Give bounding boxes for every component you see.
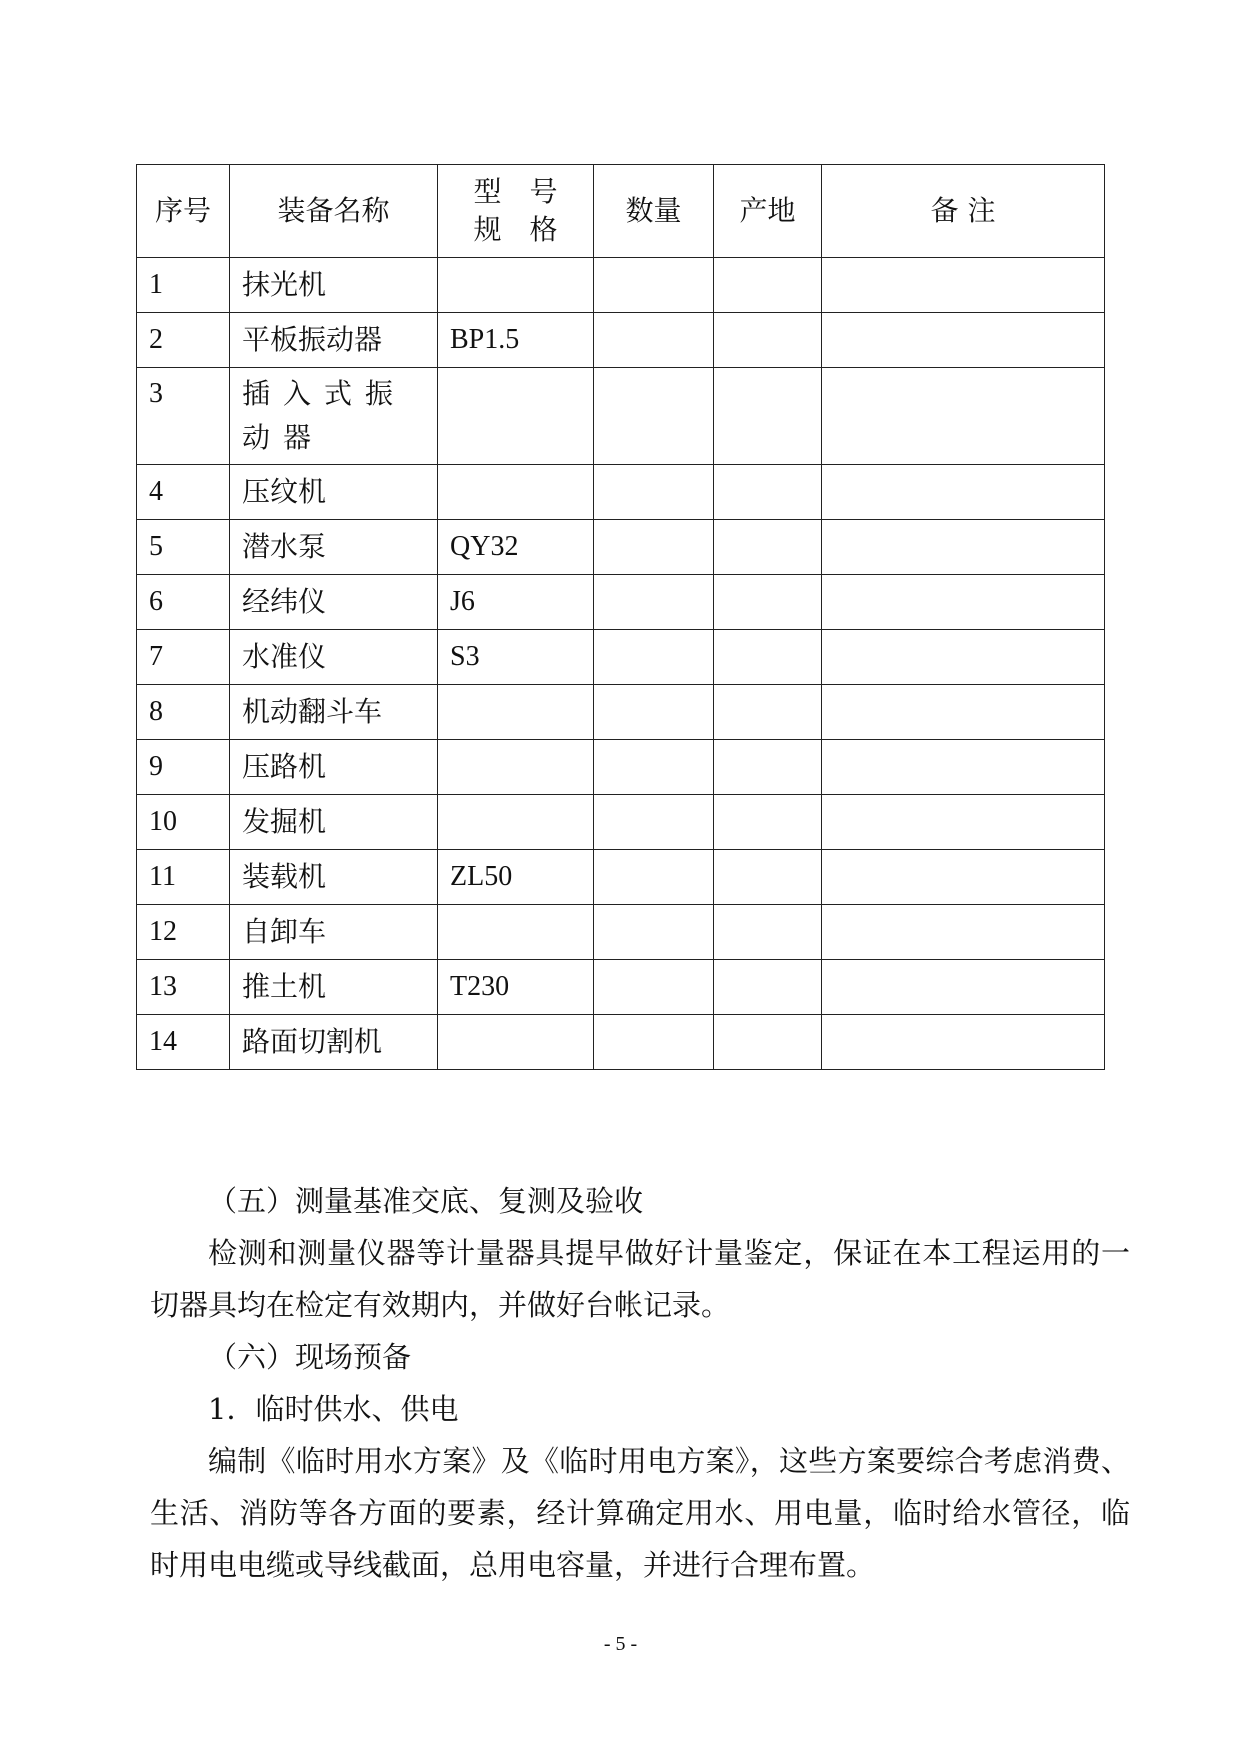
table-row [137,520,1105,575]
cell-quantity [594,685,714,740]
cell-remarks [822,258,1105,313]
cell-index: 12 [137,905,230,960]
table-row [137,630,1105,685]
cell-remarks [822,520,1105,575]
cell-index: 1 [137,258,230,313]
cell-name: 插入式振动器 [230,368,438,465]
equipment-table [136,164,1105,1070]
cell-origin [714,685,822,740]
table-row [137,905,1105,960]
cell-remarks [822,630,1105,685]
table-row [137,313,1105,368]
cell-model [438,685,594,740]
table-row [137,850,1105,905]
paragraph-plans: 编制《临时用水方案》及《临时用电方案》，这些方案要综合考虑消费、生活、消防等各方面的要素，经计算确定用水、用电量，临时给水管径，临时用电电缆或导线截面，总用电容量，并进行合理布置。 [150,1444,1130,1582]
cell-origin [714,960,822,1015]
table-row [137,960,1105,1015]
cell-index: 2 [137,313,230,368]
cell-origin [714,465,822,520]
cell-origin [714,905,822,960]
cell-name: 推土机 [230,960,438,1015]
cell-name: 平板振动器 [230,313,438,368]
cell-quantity [594,960,714,1015]
table-row [137,575,1105,630]
header-model: 型 号 [473,175,558,208]
cell-index: 13 [137,960,230,1015]
cell-name: 自卸车 [230,905,438,960]
cell-remarks [822,850,1105,905]
cell-index: 4 [137,465,230,520]
cell-remarks [822,960,1105,1015]
header-index: 序号 [137,165,230,258]
cell-model [438,740,594,795]
cell-quantity [594,258,714,313]
cell-origin [714,630,822,685]
header-quantity: 数量 [594,165,714,258]
cell-origin [714,368,822,465]
cell-origin [714,850,822,905]
section-heading-5: （五）测量基准交底、复测及验收 [208,1184,644,1218]
cell-quantity [594,313,714,368]
cell-quantity [594,850,714,905]
table-body [137,258,1105,1070]
cell-name: 潜水泵 [230,520,438,575]
cell-quantity [594,905,714,960]
cell-origin [714,740,822,795]
cell-model [438,258,594,313]
cell-name: 发掘机 [230,795,438,850]
section-heading-6: （六）现场预备 [208,1340,412,1374]
cell-model [438,905,594,960]
cell-name: 压路机 [230,740,438,795]
header-origin: 产地 [714,165,822,258]
cell-model: T230 [438,960,594,1015]
cell-quantity [594,630,714,685]
cell-remarks [822,313,1105,368]
cell-origin [714,795,822,850]
cell-index: 14 [137,1015,230,1070]
cell-name: 路面切割机 [230,1015,438,1070]
cell-index: 5 [137,520,230,575]
table-row [137,740,1105,795]
cell-model: J6 [438,575,594,630]
table-row [137,795,1105,850]
cell-remarks [822,795,1105,850]
page-number: - 5 - [603,1633,638,1655]
table-row [137,465,1105,520]
header-spec: 规 格 [473,213,558,246]
table-row [137,685,1105,740]
cell-model: QY32 [438,520,594,575]
cell-index: 11 [137,850,230,905]
header-model-spec [438,165,594,258]
cell-model: ZL50 [438,850,594,905]
cell-name: 机动翻斗车 [230,685,438,740]
cell-index: 6 [137,575,230,630]
header-remarks: 备 注 [822,165,1105,258]
cell-index: 3 [137,368,230,465]
cell-origin [714,1015,822,1070]
cell-index: 8 [137,685,230,740]
table-header-row [137,165,1105,258]
cell-model [438,465,594,520]
paragraph-calibration: 检测和测量仪器等计量器具提早做好计量鉴定，保证在本工程运用的一切器具均在检定有效期内，并做好台帐记录。 [150,1236,1130,1322]
cell-remarks [822,465,1105,520]
cell-name: 装载机 [230,850,438,905]
cell-model [438,368,594,465]
cell-name: 经纬仪 [230,575,438,630]
cell-index: 10 [137,795,230,850]
cell-origin [714,313,822,368]
cell-model: S3 [438,630,594,685]
header-name: 装备名称 [230,165,438,258]
cell-origin [714,575,822,630]
table-row [137,368,1105,465]
cell-index: 7 [137,630,230,685]
table-row [137,1015,1105,1070]
cell-remarks [822,1015,1105,1070]
cell-quantity [594,1015,714,1070]
cell-quantity [594,520,714,575]
cell-name: 抹光机 [230,258,438,313]
cell-model [438,795,594,850]
cell-name: 压纹机 [230,465,438,520]
cell-quantity [594,795,714,850]
cell-index: 9 [137,740,230,795]
cell-remarks [822,575,1105,630]
cell-model [438,1015,594,1070]
cell-remarks [822,905,1105,960]
subheading-water-power: 1．临时供水、供电 [208,1392,459,1426]
cell-quantity [594,740,714,795]
body-text [150,1175,1130,1591]
cell-model: BP1.5 [438,313,594,368]
cell-name: 水准仪 [230,630,438,685]
cell-remarks [822,740,1105,795]
cell-origin [714,258,822,313]
cell-quantity [594,575,714,630]
table-row [137,258,1105,313]
cell-remarks [822,368,1105,465]
cell-remarks [822,685,1105,740]
cell-quantity [594,465,714,520]
cell-origin [714,520,822,575]
cell-quantity [594,368,714,465]
